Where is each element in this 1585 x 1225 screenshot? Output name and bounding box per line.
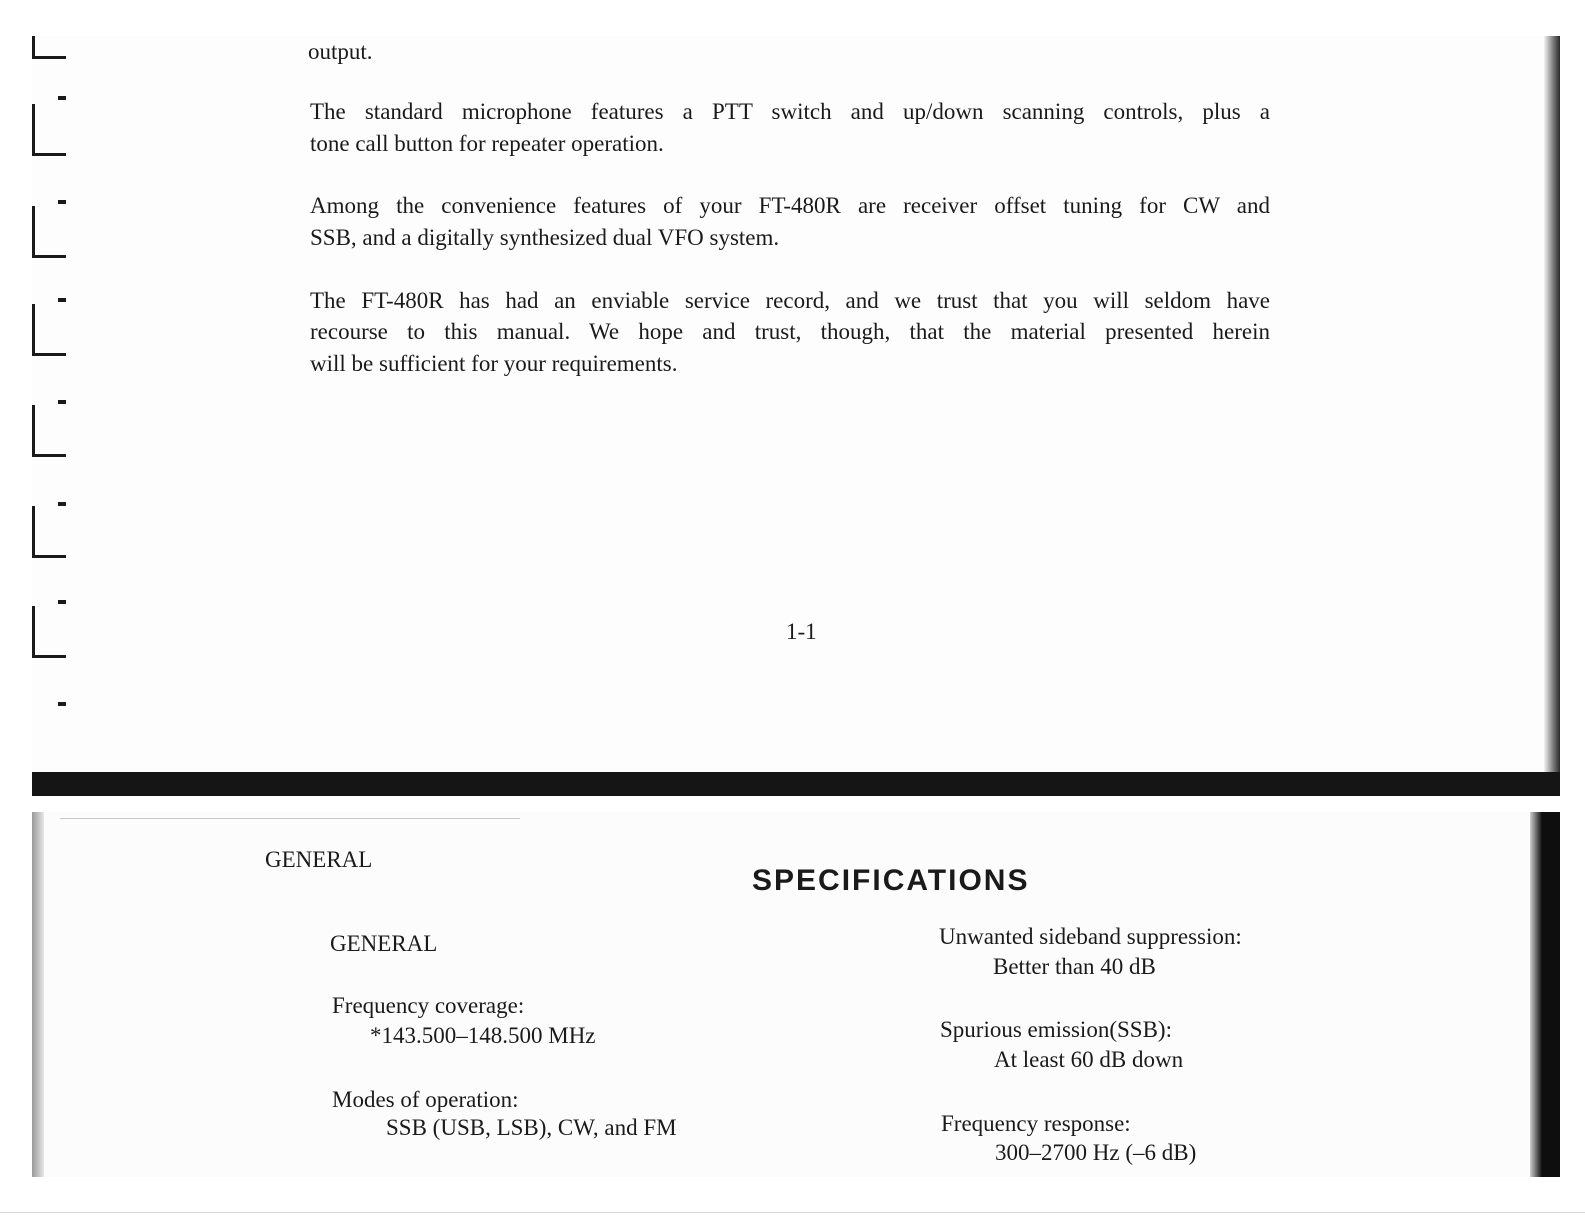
header-general: GENERAL: [265, 847, 373, 872]
text-line-output: output.: [308, 39, 373, 64]
section-general: GENERAL: [330, 931, 438, 956]
paragraph-1-line-1: The standard microphone features a PTT switch and up/down scanning controls, plus a: [310, 99, 1270, 124]
paragraph-2-line-1: Among the convenience features of your FT-480R are receiver offset tuning for CW and: [310, 193, 1270, 218]
page-separator-bar: [32, 772, 1560, 796]
scan-line: [60, 818, 520, 819]
paragraph-3-line-1: The FT-480R has had an enviable service record, and we trust that you will seldom have: [310, 288, 1270, 313]
spec-value: At least 60 dB down: [994, 1047, 1184, 1072]
spec-label: Unwanted sideband suppression:: [939, 924, 1242, 949]
spec-label: Spurious emission(SSB):: [940, 1017, 1172, 1042]
paragraph-1-line-2: tone call button for repeater operation.: [310, 131, 664, 156]
paragraph-2-line-2: SSB, and a digitally synthesized dual VFO system.: [310, 225, 780, 250]
spec-value: 300–2700 Hz (–6 dB): [995, 1140, 1197, 1165]
binder-marks: [0, 0, 80, 770]
page-number: 1-1: [786, 619, 817, 644]
specifications-title: SPECIFICATIONS: [752, 864, 1030, 897]
paragraph-3-line-3: will be sufficient for your requirements.: [310, 351, 678, 376]
spec-value: Better than 40 dB: [993, 954, 1156, 979]
page-edge-shadow-left: [32, 812, 44, 1177]
spec-value: *143.500–148.500 MHz: [370, 1023, 596, 1048]
bottom-rule: [0, 1212, 1585, 1213]
spec-label: Frequency coverage:: [332, 993, 525, 1018]
upper-page: [32, 36, 1560, 772]
paragraph-3-line-2: recourse to this manual. We hope and trust, though, that the material presented herein: [310, 319, 1270, 344]
page-edge-shadow-right: [1530, 812, 1560, 1177]
page-edge-shadow: [1544, 36, 1560, 772]
spec-label: Modes of operation:: [332, 1087, 519, 1112]
spec-value: SSB (USB, LSB), CW, and FM: [386, 1115, 677, 1140]
spec-label: Frequency response:: [941, 1111, 1131, 1136]
